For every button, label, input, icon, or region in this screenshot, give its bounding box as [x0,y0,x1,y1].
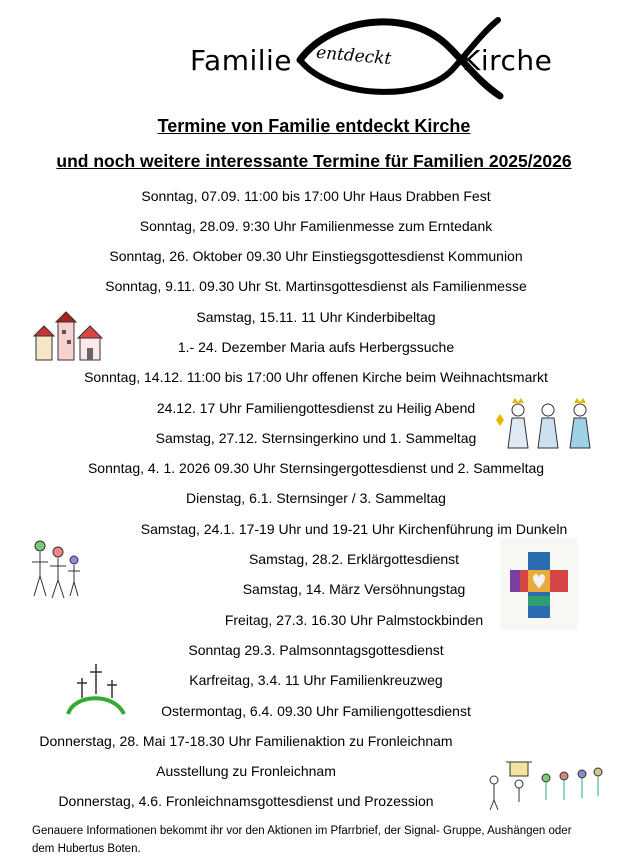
cross-drawing-icon [500,538,578,630]
logo-word-middle: entdeckt [315,42,393,70]
event-item: Samstag, 15.11. 11 Uhr Kinderbibeltag [196,309,436,325]
logo-word-right: Kirche [462,44,553,77]
event-item: Samstag, 24.1. 17-19 Uhr und 19-21 Uhr Kirchenführung im Dunkeln [140,521,568,537]
event-item: Karfreitag, 3.4. 11 Uhr Familienkreuzweg [189,672,443,688]
calvary-hill-drawing-icon [60,656,130,716]
event-item: Samstag, 27.12. Sternsingerkino und 1. Sammeltag [155,430,477,446]
event-item: Sonntag, 4. 1. 2026 09.30 Uhr Sternsingergottesdienst und 2. Sammeltag [87,460,545,476]
event-item: 24.12. 17 Uhr Familiengottesdienst zu Heilig Abend [156,400,476,416]
footer-note: Genauere Informationen bekommt ihr vor den Aktionen im Pfarrbrief, der Signal- Gruppe, Aushängen oder dem Hubertus Boten. [32,825,572,855]
event-item: Ausstellung zu Fronleichnam [156,763,336,779]
logo [180,8,580,108]
event-item: Donnerstag, 28. Mai 17-18.30 Uhr Familienaktion zu Fronleichnam [39,733,453,749]
event-item: Dienstag, 6.1. Sternsinger / 3. Sammeltag [186,490,446,506]
event-item: Freitag, 27.3. 16.30 Uhr Palmstockbinden [224,612,484,628]
three-kings-drawing-icon [494,398,602,460]
event-item: Sonntag, 28.09. 9:30 Uhr Familienmesse zum Erntedank [139,218,493,234]
event-item: Sonntag, 9.11. 09.30 Uhr St. Martinsgottesdienst als Familienmesse [105,278,527,294]
event-item: Sonntag 29.3. Palmsonntagsgottesdienst [188,642,444,658]
logo-word-left: Familie [190,44,293,77]
event-item: Ostermontag, 6.4. 09.30 Uhr Familiengottesdienst [161,703,471,719]
houses-drawing-icon [34,312,106,362]
event-item: Samstag, 14. März Versöhnungstag [242,581,466,597]
procession-drawing-icon [486,754,606,812]
event-item: 1.- 24. Dezember Maria aufs Herbergssuche [177,339,455,355]
event-item: Sonntag, 14.12. 11:00 bis 17:00 Uhr offenen Kirche beim Weihnachtsmarkt [84,369,548,385]
event-item: Sonntag, 07.09. 11:00 bis 17:00 Uhr Haus Drabben Fest [141,188,491,204]
event-item: Sonntag, 26. Oktober 09.30 Uhr Einstiegsgottesdienst Kommunion [109,248,523,264]
page-subtitle: und noch weitere interessante Termine für Familien 2025/2026 [56,151,572,171]
family-drawing-icon [30,536,86,602]
page-title: Termine von Familie entdeckt Kirche [157,116,471,136]
event-item: Donnerstag, 4.6. Fronleichnamsgottesdienst und Prozession [58,793,434,809]
event-item: Samstag, 28.2. Erklärgottesdienst [248,551,460,567]
